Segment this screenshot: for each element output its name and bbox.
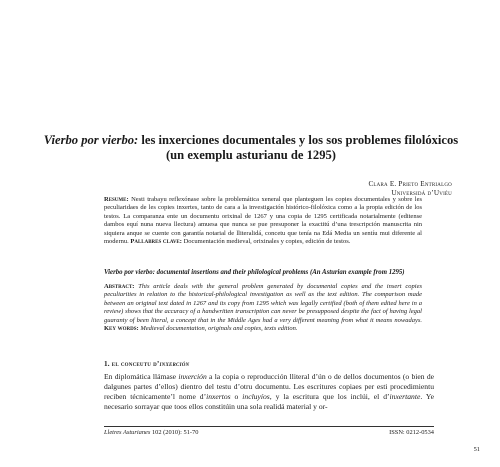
author-affiliation: Universidá d’Uviéu	[391, 189, 452, 197]
english-title-rest: : documental insertions and their philological problems (An Asturian example from 1295)	[152, 269, 405, 276]
english-title-italic: Vierbo por vierbo	[104, 269, 153, 276]
body-term-incluyios: incluyíos	[242, 392, 270, 401]
body-paragraph	[104, 372, 434, 412]
abstract-asturian	[104, 196, 422, 246]
body-text-run: , y la escritura que los inclúi, el d’	[269, 392, 390, 401]
page-number: 51	[473, 446, 480, 453]
abstract-english-lead: Abstract:	[104, 283, 135, 290]
body-text-run: a la copia o reproducción lliteral d’ún o de dellos documentos (o bien de dalgunes partes d’ellos) dientro del testu d’otru documentu. Les escritures copiaes per esti procedimientu reciben técnicamente’l nome d’	[104, 372, 435, 401]
body-term-inxercion: inxerción	[178, 372, 207, 381]
footer-journal: Lletres Asturianes	[104, 429, 151, 436]
section-label: el conceutu d’	[111, 360, 160, 368]
body-text-run: En diplomática llámase	[104, 372, 179, 381]
footer-issue: 102 (2010): 51-70	[150, 429, 199, 436]
keywords-asturian-label: Pallabres clave:	[130, 238, 182, 246]
section-number: 1.	[104, 360, 112, 368]
keywords-english: Medieval documentation, originals and copies, texts edition.	[138, 325, 298, 333]
english-title	[104, 269, 434, 277]
section-label-italic: inxerción	[159, 360, 190, 368]
body-term-inxertos: inxertos	[206, 392, 231, 401]
abstract-asturian-text: Nesti trabayu reflexónase sobre la problemática xeneral que planteguen les copies documentales y sobre les peculiaridaes de les copies inxertes, tanto de cara a la investigación histórico-filolóxica como a la propia edición de los testos. La comparanza ente un documentu orixinal de 1267 y una copia de 1295 certificada notarialmente (editense dambos equí nuna nueva llectura) amuesa que nunca se pue presuponer la exactitú d’una trescripción manuscrita nin siquiera anque se cuente con garantía notarial de lliteralidá, concetu que tenía na Edá Media un sentíu mui diferente al modernu.	[104, 196, 422, 246]
abstract-english	[104, 283, 422, 333]
keywords-asturian: Documentación medieval, orixinales y copies, edición de testos.	[181, 238, 351, 246]
body-text-run: . Ye necesario sorrayar que toos ellos constitúin una sola realidá material y or-	[104, 392, 434, 411]
article-title	[40, 133, 462, 162]
abstract-english-text: This article deals with the general problem generated by documental copies and the insert copies peculiarities in relation to the historical-philological investigation as well as the text edition. The comparison made between an original text dated in 1267 and its copy from 1295 which was legally certified (both of them edited here in a review) shows that the accuracy of a handwritten transcription can never be presupposed despite the fact of having legal guaranty of been literal, a concept that in the Middle Ages had a very different meaning from what it means nowadays.	[104, 283, 422, 324]
body-term-inxertante: inxertante	[389, 392, 421, 401]
footer-citation	[104, 429, 198, 436]
footer-divider	[104, 426, 434, 427]
section-heading	[104, 360, 189, 368]
author-name: Clara E. Prieto Entrialgo	[368, 180, 452, 188]
abstract-asturian-lead: Resume:	[104, 196, 129, 203]
article-title-italic: Vierbo por vierbo:	[43, 133, 139, 147]
footer-issn: ISSN: 0212-0534	[389, 429, 434, 436]
article-title-rest: les inxerciones documentales y los sos problemes filolóxicos (un exemplu asturianu de 1295)	[138, 133, 459, 162]
keywords-english-label: Key words:	[104, 325, 139, 333]
body-text-run: o	[230, 392, 243, 401]
